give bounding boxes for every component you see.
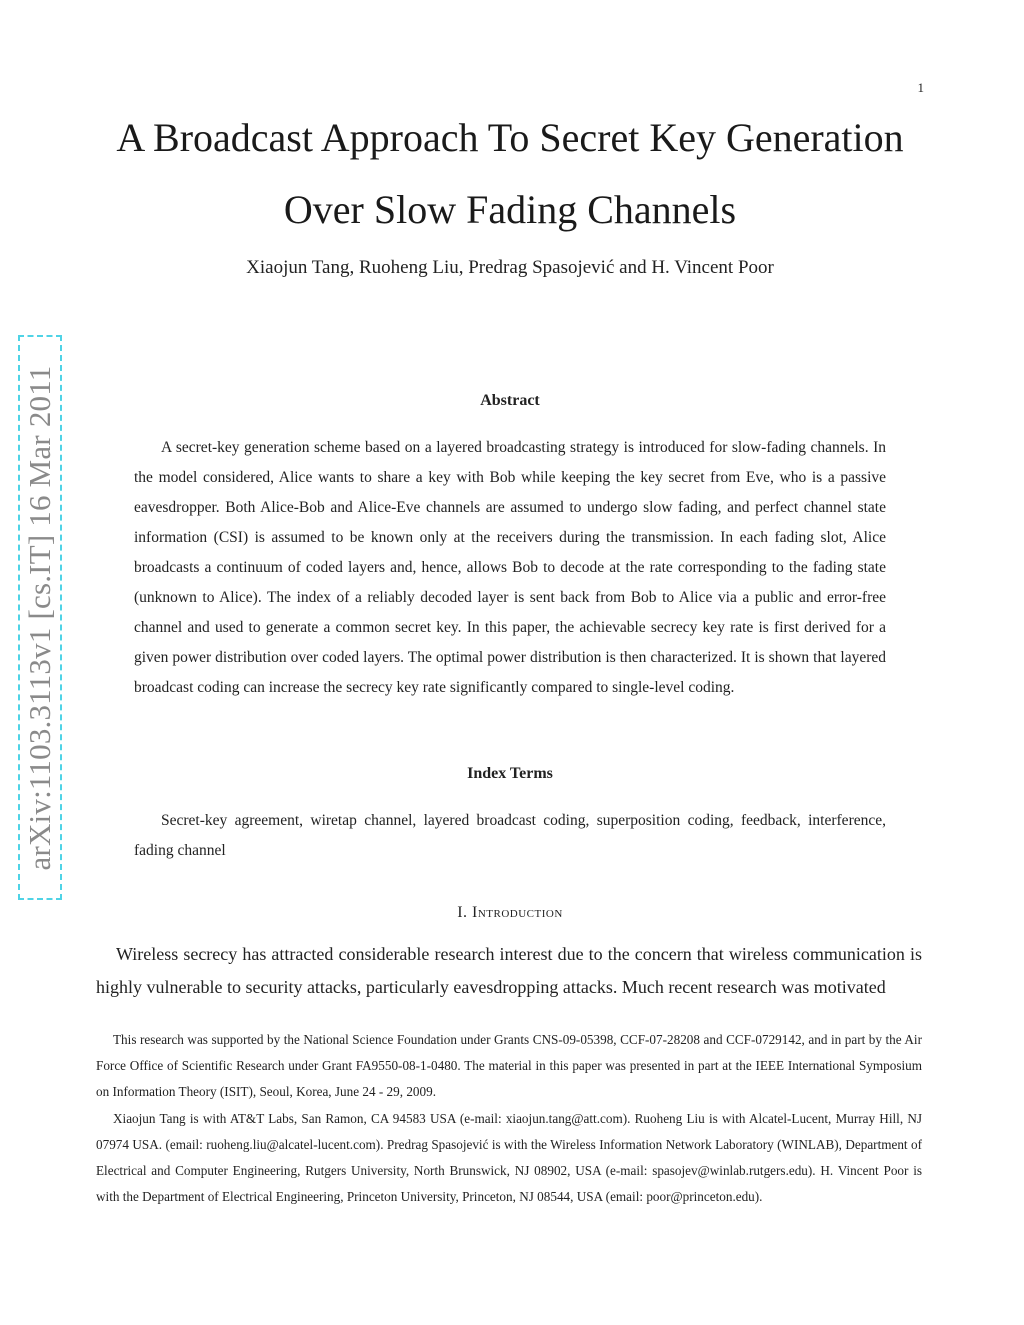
page-number: 1: [917, 80, 924, 95]
abstract-text: A secret-key generation scheme based on a layered broadcasting strategy is introduced for slow-fading channels. In the model considered, Alice wants to share a key with Bob while keeping the key secret from Eve, who is a passive eavesdropper. Both Alice-Bob and Alice-Eve channels are assumed to undergo slow fading, and perfect channel state information (CSI) is assumed to be known only at the receivers during the transmission. In each fading slot, Alice broadcasts a continuum of coded layers and, hence, allows Bob to decode at the rate corresponding to the fading state (unknown to Alice). The index of a reliably decoded layer is sent back from Bob to Alice via a public and error-free channel and used to generate a common secret key. In this paper, the achievable secrecy key rate is first derived for a given power distribution over coded layers. The optimal power distribution is then characterized. It is shown that layered broadcast coding can increase the secrecy key rate significantly compared to single-level coding.: [134, 439, 886, 696]
paper-title-line-1: A Broadcast Approach To Secret Key Generation: [116, 115, 904, 160]
introduction-heading: [60, 904, 960, 922]
funding-footnote: This research was supported by the National Science Foundation under Grants CNS-09-05398, CCF-07-28208 and CCF-0729142, and in part by the Air Force Office of Scientific Research under Grant FA9550-08-1-0480. The material in this paper was presented in part at the IEEE International Symposium on Information Theory (ISIT), Seoul, Korea, June 24 - 29, 2009.: [96, 1032, 922, 1099]
affiliation-footnote: Xiaojun Tang is with AT&T Labs, San Ramon, CA 94583 USA (e-mail: xiaojun.tang@att.com). Ruoheng Liu is with Alcatel-Lucent, Murray Hill, NJ 07974 USA. (email: ruoheng.liu@alcatel-lucent.com). Predrag Spasojević is with the Wireless Information Network Laboratory (WINLAB), Department of Electrical and Computer Engineering, Rutgers University, North Brunswick, NJ 08902, USA (e-mail: spasojev@winlab.rutgers.edu). H. Vincent Poor is with the Department of Electrical Engineering, Princeton University, Princeton, NJ 08544, USA (email: poor@princeton.edu).: [96, 1111, 922, 1204]
arxiv-stamp: [18, 335, 62, 900]
index-terms-heading: Index Terms: [467, 765, 553, 782]
section-number: I.: [457, 904, 468, 921]
paper-title-line-2: Over Slow Fading Channels: [283, 187, 737, 232]
index-terms-text: Secret-key agreement, wiretap channel, layered broadcast coding, superposition coding, feedback, interference, fading channel: [134, 812, 886, 859]
introduction-paragraph: Wireless secrecy has attracted considerable research interest due to the concern that wireless communication is highly vulnerable to security attacks, particularly eavesdropping attacks. Much recent research was motivated: [96, 944, 922, 997]
author-list: Xiaojun Tang, Ruoheng Liu, Predrag Spasojević and H. Vincent Poor: [246, 257, 774, 278]
arxiv-identifier: arXiv:1103.3113v1 [cs.IT] 16 Mar 2011: [22, 364, 57, 871]
section-title: Introduction: [472, 904, 563, 921]
abstract-heading: Abstract: [480, 392, 540, 409]
